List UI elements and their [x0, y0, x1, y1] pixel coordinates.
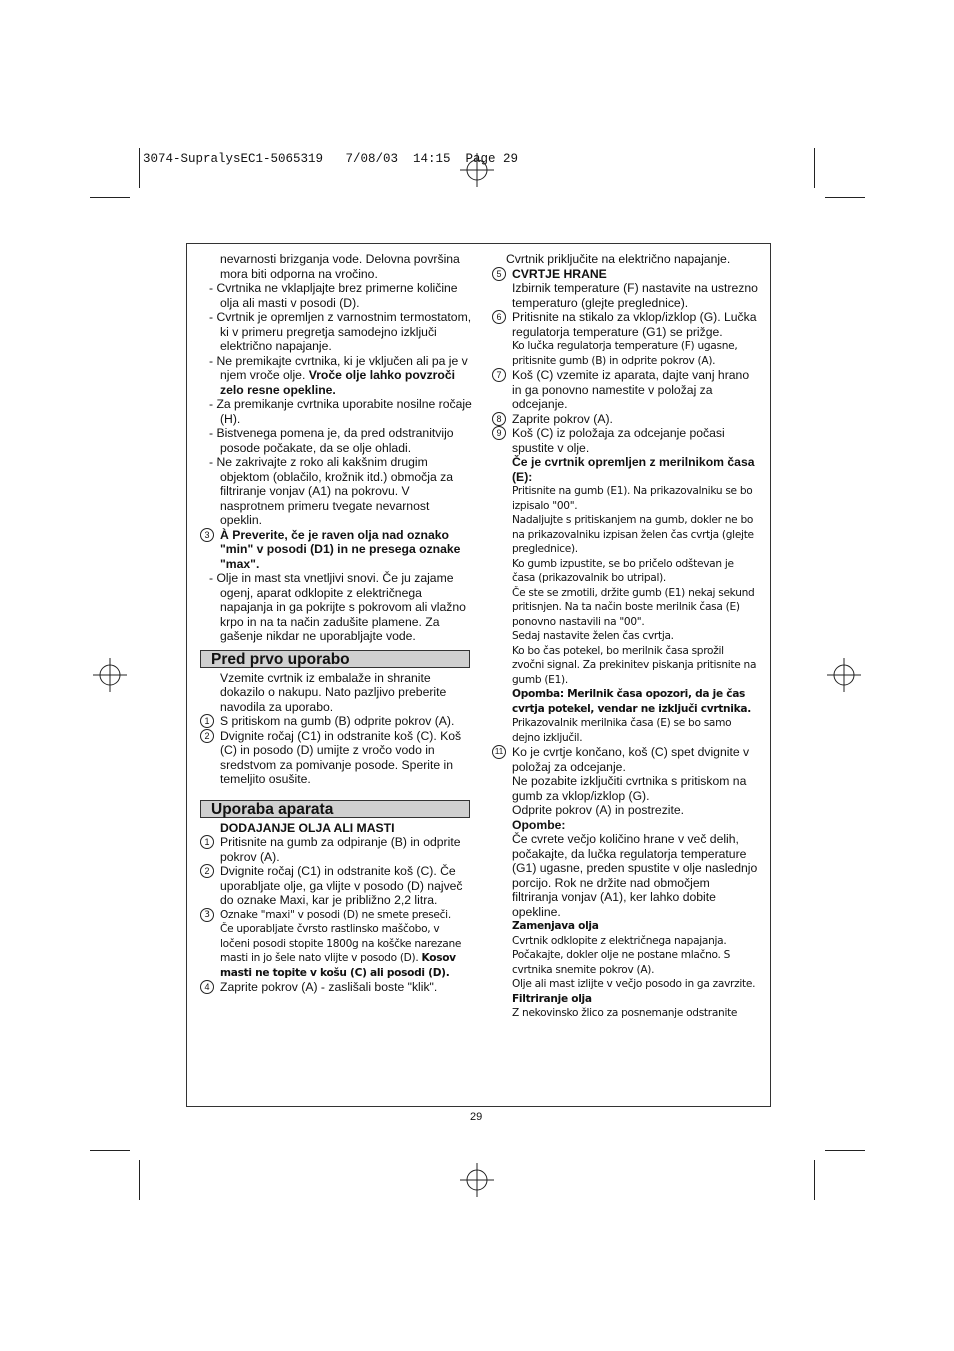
numbered-step: 8 Zaprite pokrov (A). [488, 412, 758, 427]
step-number-icon: 11 [492, 745, 506, 759]
paragraph: Cvrtnik odklopite z električnega napajanja. Počakajte, dokler olje ne postane mlačno. S cvrtnika snemite pokrov (A). [512, 934, 731, 976]
crop-mark [90, 1150, 130, 1151]
step-number-icon: 4 [200, 980, 214, 994]
list-item: - Ne zakrivajte z roko ali kakšnim drugim objektom (oblačilo, krožnik itd.) območja za filtriranje vonjav (A1) na pokrovu. V nasprotnem primeru tvegate nevarnost opeklin. [209, 455, 454, 527]
paragraph: Če ste se zmotili, držite gumb (E1) nekaj sekund pritisnjen. Na ta način boste merilnik časa (E) ponovno nastavili na "00". [512, 586, 755, 628]
crop-mark [139, 1160, 140, 1200]
crop-mark [90, 197, 130, 198]
list-item: - Bistvenega pomena je, da pred odstranitvijo posode počakate, da se olje ohladi. [209, 426, 454, 455]
subheading: Zamenjava olja [512, 920, 599, 932]
crop-mark [825, 1150, 865, 1151]
step-number-icon: 3 [200, 908, 214, 922]
numbered-step: 1 Pritisnite na gumb za odpiranje (B) in odprite pokrov (A). [196, 835, 472, 864]
page-number: 29 [470, 1111, 483, 1123]
numbered-step: 2 Dvignite ročaj (C1) in odstranite koš (C). Če uporabljate olje, ga vlijte v posodo (D) največ do oznake Maxi, kar je približno 2,2 litra. [196, 864, 472, 908]
subheading: Filtriranje olja [512, 992, 592, 1005]
step-number-icon: 8 [492, 412, 506, 426]
paragraph: Prikazovalnik merilnika časa (E) se bo samo dejno izključil. [512, 717, 732, 744]
numbered-step: 3 À Preverite, če je raven olja nad oznako "min" v posodi (D1) in ne presega oznake "max". [196, 528, 472, 572]
right-column [488, 252, 758, 1021]
paragraph: Z nekovinsko žlico za posnemanje odstranite [512, 1007, 738, 1019]
paragraph: Vzemite cvrtnik iz embalaže in shranite dokazilo o nakupu. Nato pazljivo preberite navodila za uporabo. [220, 670, 447, 714]
paragraph: Nadaljujte s pritiskanjem na gumb, dokler ne bo na prikazovalniku izpisan želen čas cvrtja (glejte preglednice). [512, 514, 754, 555]
list-item: - Za premikanje cvrtnika uporabite nosilne ročaje (H). [209, 397, 472, 426]
list-item: - Cvrtnika ne vklapljajte brez primerne količine olja ali masti v posodi (D). [209, 281, 458, 310]
paragraph: Ne pozabite izključiti cvrtnika s pritiskom na gumb za vklop/izklop (G). [512, 774, 747, 803]
numbered-step: 4 Zaprite pokrov (A) - zaslišali boste "klik". [196, 980, 472, 995]
crop-mark [825, 197, 865, 198]
section-heading: Uporaba aparata [200, 800, 470, 818]
numbered-step: 1 S pritiskom na gumb (B) odprite pokrov (A). [196, 714, 472, 729]
numbered-step: 3 Oznake "maxi" v posodi (D) ne smete preseči. Če uporabljate čvrsto rastlinsko maščobo, v ločeni posodi stopite 1800g na koščke narezane masti in jo šele nato vlijte v posodo (D). Kosov masti ne topite v košu (C) ali posodi (D). [196, 908, 472, 981]
step-number-icon: 1 [200, 714, 214, 728]
subheading: Opombe: [512, 817, 566, 832]
registration-mark-icon [827, 658, 861, 692]
subheading: DODAJANJE OLJA ALI MASTI [220, 820, 395, 835]
subheading: Če je cvrtnik opremljen z merilnikom časa (E): [512, 455, 755, 484]
paragraph: Pritisnite na gumb (E1). Na prikazovalniku se bo izpisalo "00". [512, 485, 753, 512]
registration-mark-icon [460, 1163, 494, 1197]
paragraph: nevarnosti brizganja vode. Delovna površina mora biti odporna na vročino. [220, 252, 460, 281]
numbered-step: 2 Dvignite ročaj (C1) in odstranite koš (C). Koš (C) in posodo (D) umijte z vročo vodo in sredstvom za pomivanje posode. Sperite in temeljito osušite. [196, 729, 472, 787]
crop-mark [814, 148, 815, 188]
paragraph: Olje ali mast izlijte v večjo posodo in ga zavrzite. [512, 978, 756, 990]
note: Opomba: Merilnik časa opozori, da je čas cvrtja potekel, vendar ne izključi cvrtnika. [512, 688, 751, 715]
left-column [196, 252, 472, 995]
paragraph: Če cvrete večjo količino hrane v več delih, počakajte, da lučka regulatorja temperature (G1) ugasne, preden spustite v olje naslednjo porcijo. Rok ne držite nad območjem filtriranja vonjav (A1), ker lahko dobite opekline. [512, 832, 758, 919]
numbered-step: 6 Pritisnite na stikalo za vklop/izklop (G). Lučka regulatorja temperature (G1) se prižge. [488, 310, 758, 339]
step-number-icon: 7 [492, 368, 506, 382]
numbered-step: 5 CVRTJE HRANE Izbirnik temperature (F) nastavite na ustrezno temperaturo (glejte preglednice). [488, 267, 758, 311]
list-item: - Olje in mast sta vnetljivi snovi. Če ju zajame ogenj, aparat odklopite z električnega napajanja in ga pokrijte s pokrovom ali vlažno krpo in na ta način zadušite plamene. Za gašenje nikdar ne uporabljajte vode. [209, 571, 466, 643]
step-number-icon: 2 [200, 729, 214, 743]
step-number-icon: 3 [200, 528, 214, 542]
section-heading: Pred prvo uporabo [200, 650, 470, 668]
paragraph: Ko gumb izpustite, se bo pričelo odštevan je časa (prikazovalnik bo utripal). [512, 557, 734, 584]
step-number-icon: 6 [492, 310, 506, 324]
paragraph: Sedaj nastavite želen čas cvrtja. [512, 630, 674, 642]
numbered-step: 11 Ko je cvrtje končano, koš (C) spet dvignite v položaj za odcejanje. [488, 745, 758, 774]
numbered-step: 7 Koš (C) vzemite iz aparata, dajte vanj hrano in ga ponovno namestite v položaj za odcejanje. [488, 368, 758, 412]
print-header: 3074-SupralysEC1-5065319 7/08/03 14:15 Page 29 [143, 152, 519, 166]
paragraph: Odprite pokrov (A) in postrezite. [512, 803, 685, 817]
paragraph: Ko bo čas potekel, bo merilnik časa sprožil zvočni signal. Za prekinitev piskanja pritisnite na gumb (E1). [512, 644, 757, 686]
list-item: - Cvrtnik je opremljen z varnostnim termostatom, ki v primeru pregretja samodejno izključi električno napajanje. [209, 310, 472, 353]
list-item: - Ne premikajte cvrtnika, ki je vključen ali pa je v njem vroče olje. Vroče olje lahko povzroči zelo resne opekline. [209, 353, 468, 397]
registration-mark-icon [460, 153, 494, 187]
crop-mark [814, 1160, 815, 1200]
paragraph: Ko lučka regulatorja temperature (F) ugasne, pritisnite gumb (B) in odprite pokrov (A). [512, 340, 738, 367]
paragraph: Cvrtnik priključite na električno napajanje. [506, 252, 731, 266]
step-number-icon: 1 [200, 835, 214, 849]
crop-mark [139, 148, 140, 188]
numbered-step: 9 Koš (C) iz položaja za odcejanje počasi spustite v olje. [488, 426, 758, 455]
registration-mark-icon [93, 658, 127, 692]
step-number-icon: 5 [492, 267, 506, 281]
step-number-icon: 2 [200, 864, 214, 878]
step-number-icon: 9 [492, 426, 506, 440]
